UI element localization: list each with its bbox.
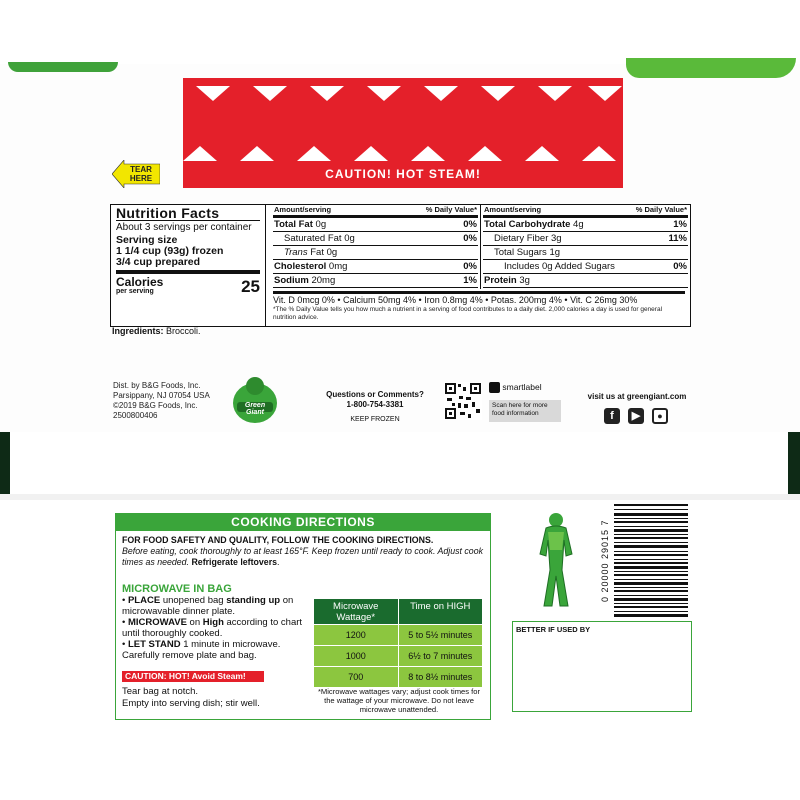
wattage-note: *Microwave wattages vary; adjust cook times for the wattage of your microwave. Do not leave microwave unattended.: [317, 687, 481, 714]
triangle-decor: [367, 86, 401, 101]
smartlabel-icon: [489, 382, 500, 393]
microwave-title: MICROWAVE IN BAG: [122, 583, 232, 595]
smartlabel-scan-text: Scan here for more food information: [489, 400, 561, 422]
vitamins-minerals: Vit. D 0mcg 0% • Calcium 50mg 4% • Iron 0.8mg 4% • Potas. 200mg 4% • Vit. C 26mg 30%: [273, 291, 685, 306]
nutrient-row: Dietary Fiber 3g 11%: [483, 232, 688, 246]
nutrient-row: Cholesterol 0mg 0%: [274, 261, 477, 272]
calories-sub: per serving: [116, 288, 154, 295]
caution-hot-steam-text: CAUTION! HOT STEAM!: [325, 167, 481, 181]
step-place: • PLACE unopened bag standing up on microwavable dinner plate.: [122, 595, 294, 617]
amount-header: Amount/serving: [274, 205, 332, 214]
step-let-stand: • LET STAND 1 minute in microwave. Carefully remove plate and bag.: [122, 639, 281, 661]
triangle-decor: [354, 146, 388, 161]
nutrition-facts-summary: [111, 205, 266, 326]
servings-per-container: About 3 servings per container: [116, 222, 252, 233]
barcode: [598, 504, 688, 618]
calories-value: 25: [241, 277, 260, 296]
time-header: Time on HIGH: [410, 601, 471, 612]
ingredients-list: Broccoli.: [166, 326, 201, 336]
triangle-decor: [582, 146, 616, 161]
tear-instructions: Tear bag at notch. Empty into serving dish; stir well.: [122, 686, 260, 709]
nutrition-facts-title: Nutrition Facts: [116, 205, 220, 221]
nutrient-row: Protein 3g: [483, 274, 688, 288]
nutrient-row: Includes 0g Added Sugars 0%: [483, 260, 688, 274]
green-accent-left: [8, 62, 118, 72]
triangle-decor: [411, 146, 445, 161]
nutrient-table-right: [483, 205, 688, 288]
keep-frozen-label: KEEP FROZEN: [350, 416, 400, 423]
serving-size-label: Serving size: [116, 234, 178, 246]
nutrient-table-left: [273, 205, 478, 288]
triangle-decor: [196, 86, 230, 101]
package-seam: [0, 494, 800, 500]
best-by-label: BETTER IF USED BY: [516, 625, 591, 634]
facebook-icon[interactable]: f: [604, 408, 620, 424]
social-icons: [604, 408, 668, 426]
website-text[interactable]: visit us at greengiant.com: [587, 392, 687, 401]
serving-size-frozen: 1 1/4 cup (93g) frozen: [116, 245, 224, 257]
nutrient-row: Trans Fat 0g: [273, 246, 478, 260]
table-row: 1000 6½ to 7 minutes: [314, 645, 482, 666]
calories-row: [116, 276, 260, 295]
microwave-steps: [122, 595, 312, 661]
triangle-decor: [310, 86, 344, 101]
serving-size-prepared: 3/4 cup prepared: [116, 256, 201, 268]
triangle-decor: [538, 86, 572, 101]
triangle-decor: [424, 86, 458, 101]
youtube-icon[interactable]: ▶: [628, 408, 644, 424]
step-microwave: • MICROWAVE on High according to chart until thoroughly cooked.: [122, 617, 303, 639]
package-edge-right: [788, 432, 800, 494]
triangle-decor: [183, 146, 217, 161]
ingredients: [112, 326, 201, 336]
caution-hot-banner: CAUTION: HOT! Avoid Steam!: [122, 671, 264, 682]
calories-label: Calories: [116, 275, 164, 289]
dv-header: % Daily Value*: [425, 205, 477, 214]
barcode-number: 0 20000 29015 7: [600, 519, 610, 603]
green-giant-logo: [231, 375, 279, 425]
table-header: [314, 599, 482, 624]
triangle-decor: [525, 146, 559, 161]
nutrient-row: Total Carbohydrate 4g 1%: [484, 219, 687, 230]
table-row: 700 8 to 8½ minutes: [314, 666, 482, 687]
table-row: 1200 5 to 5½ minutes: [314, 624, 482, 645]
qr-code-icon[interactable]: [444, 382, 482, 420]
instagram-icon[interactable]: ●: [652, 408, 668, 424]
nutrient-row: Total Fat 0g 0%: [274, 219, 477, 230]
package-edge-left: [0, 432, 10, 494]
triangle-decor: [240, 146, 274, 161]
best-by-box: [512, 621, 692, 712]
wattage-header: Microwave Wattage*: [314, 599, 399, 624]
green-giant-figure: [528, 510, 586, 610]
triangle-decor: [468, 146, 502, 161]
cooking-directions-panel: [115, 513, 491, 720]
nutrient-row: Saturated Fat 0g 0%: [273, 232, 478, 246]
dv-header: % Daily Value*: [635, 205, 687, 214]
nutrition-facts-panel: [110, 204, 691, 327]
daily-value-footnote: *The % Daily Value tells you how much a nutrient in a serving of food contributes to a daily diet. 2,000 calories a day is used for general nutrition advice.: [273, 306, 663, 321]
triangle-decor: [297, 146, 331, 161]
microwave-wattage-table: [314, 599, 482, 687]
logo-text: Green Giant: [244, 402, 266, 416]
food-safety-text: FOR FOOD SAFETY AND QUALITY, FOLLOW THE COOKING DIRECTIONS. Before eating, cook thoroughly to at least 165°F. Keep frozen until ready to cook. Adjust cook times as needed. Refrigerate leftovers.: [122, 535, 483, 567]
nutrient-row: Sodium 20mg 1%: [274, 275, 477, 286]
phone-number: 1-800-754-3381: [346, 400, 404, 409]
ingredients-label: Ingredients:: [112, 326, 164, 336]
triangle-decor: [481, 86, 515, 101]
smartlabel-text: smartlabel: [502, 382, 542, 392]
amount-header: Amount/serving: [484, 205, 542, 214]
tear-here-arrow[interactable]: [112, 160, 160, 188]
nutrient-row: Total Sugars 1g: [483, 246, 688, 260]
triangle-decor: [588, 86, 622, 101]
questions-label: Questions or Comments?: [326, 390, 424, 399]
cooking-directions-header: COOKING DIRECTIONS: [116, 514, 490, 531]
triangle-decor: [253, 86, 287, 101]
distributor-info: Dist. by B&G Foods, Inc. Parsippany, NJ 07054 USA ©2019 B&G Foods, Inc. 2500800406: [113, 381, 210, 420]
tear-here-label: TEAR HERE: [129, 165, 153, 183]
green-accent-right: [626, 58, 796, 78]
smartlabel-badge[interactable]: [489, 382, 561, 420]
questions-contact: [326, 390, 424, 410]
